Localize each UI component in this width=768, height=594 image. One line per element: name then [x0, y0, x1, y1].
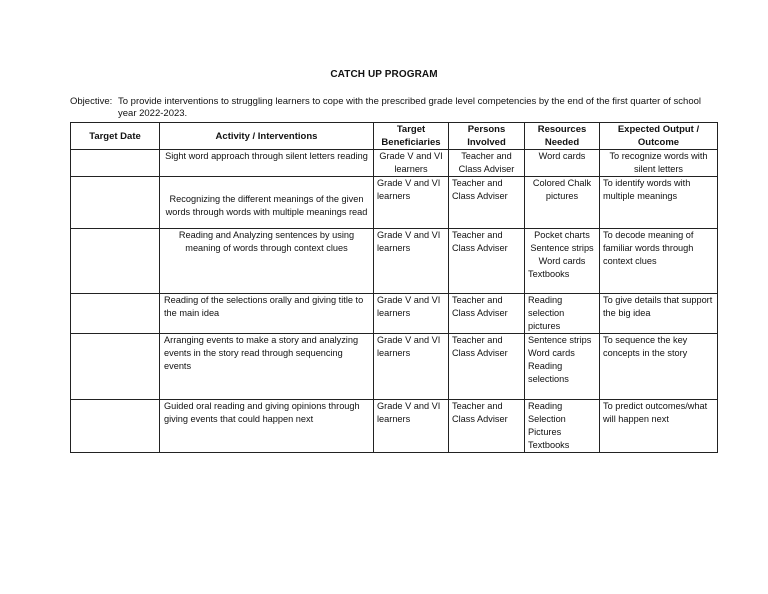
cell-beneficiaries: Grade V and VI learners: [374, 400, 449, 453]
cell-target-date: [71, 334, 160, 400]
document-title: CATCH UP PROGRAM: [330, 69, 438, 80]
cell-activity: Sight word approach through silent letters reading: [160, 150, 374, 177]
resource-item: Word cards: [538, 151, 586, 161]
cell-target-date: [71, 150, 160, 177]
cell-persons: Teacher and Class Adviser: [449, 150, 525, 177]
cell-resources: [525, 177, 600, 229]
objective-text: To provide interventions to struggling learners to cope with the prescribed grade level competencies by the end of the first quarter of school year 2022-2023.: [118, 96, 701, 119]
resource-item: Reading selection pictures: [528, 295, 565, 331]
header-beneficiaries-line1: Target: [396, 124, 426, 135]
resource-item: Word cards: [538, 256, 586, 266]
cell-activity: Recognizing the different meanings of the given words through words with multiple meanings read: [160, 177, 374, 229]
cell-output: To sequence the key concepts in the story: [600, 334, 718, 400]
resource-item: Pictures: [528, 427, 562, 437]
cell-output: To decode meaning of familiar words through context clues: [600, 229, 718, 294]
cell-persons: Teacher and Class Adviser: [449, 177, 525, 229]
cell-activity: Arranging events to make a story and analyzing events in the story read through sequencing events: [160, 334, 374, 400]
header-output-line1: Expected Output /: [617, 124, 700, 135]
cell-beneficiaries: Grade V and VI learners: [374, 294, 449, 334]
resource-item: Pocket charts: [534, 230, 590, 240]
cell-beneficiaries: Grade V and VI learners: [374, 334, 449, 400]
table-row: [71, 177, 718, 229]
cell-resources: [525, 334, 600, 400]
cell-output: To predict outcomes/what will happen next: [600, 400, 718, 453]
header-resources: [525, 123, 600, 150]
cell-target-date: [71, 294, 160, 334]
resource-item: Sentence strips: [528, 335, 592, 345]
cell-beneficiaries: Grade V and VI learners: [374, 229, 449, 294]
cell-persons: Teacher and Class Adviser: [449, 400, 525, 453]
resource-item: Textbooks: [528, 269, 570, 279]
resource-item: Word cards: [528, 348, 575, 358]
table-header-row: [71, 123, 718, 150]
header-output-line2: Outcome: [637, 137, 680, 148]
cell-resources: [525, 294, 600, 334]
table-row: [71, 229, 718, 294]
cell-resources: [525, 229, 600, 294]
catch-up-plan-table: [70, 122, 718, 453]
objective-statement: [70, 96, 720, 120]
resource-item: Colored Chalk pictures: [532, 178, 592, 201]
header-target-date: Target Date: [71, 123, 160, 150]
cell-activity: Reading of the selections orally and giving title to the main idea: [160, 294, 374, 334]
cell-output: To recognize words with silent letters: [600, 150, 718, 177]
table-row: [71, 150, 718, 177]
cell-activity: Reading and Analyzing sentences by using meaning of words through context clues: [160, 229, 374, 294]
header-activity: Activity / Interventions: [160, 123, 374, 150]
table-row: [71, 400, 718, 453]
objective-label: Objective:: [70, 96, 113, 107]
cell-output: To give details that support the big idea: [600, 294, 718, 334]
resource-item: Textbooks: [528, 440, 570, 450]
resource-item: Reading: [528, 401, 563, 411]
header-persons-line2: Involved: [467, 137, 506, 148]
table-row: [71, 294, 718, 334]
header-output: [600, 123, 718, 150]
header-persons-line1: Persons: [467, 124, 506, 135]
cell-activity: Guided oral reading and giving opinions through giving events that could happen next: [160, 400, 374, 453]
cell-persons: Teacher and Class Adviser: [449, 229, 525, 294]
header-beneficiaries-line2: Beneficiaries: [381, 137, 441, 148]
cell-beneficiaries: Grade V and VI learners: [374, 177, 449, 229]
cell-output: To identify words with multiple meanings: [600, 177, 718, 229]
cell-resources: [525, 150, 600, 177]
resource-item: Sentence strips: [530, 243, 594, 253]
cell-resources: [525, 400, 600, 453]
header-beneficiaries: [374, 123, 449, 150]
cell-beneficiaries: Grade V and VI learners: [374, 150, 449, 177]
resource-item: Reading selections: [528, 361, 569, 384]
cell-persons: Teacher and Class Adviser: [449, 294, 525, 334]
header-resources-line1: Resources: [537, 124, 587, 135]
header-persons: [449, 123, 525, 150]
table-row: [71, 334, 718, 400]
cell-target-date: [71, 177, 160, 229]
cell-persons: Teacher and Class Adviser: [449, 334, 525, 400]
cell-target-date: [71, 229, 160, 294]
resource-item: Selection: [528, 414, 566, 424]
header-resources-line2: Needed: [544, 137, 580, 148]
cell-target-date: [71, 400, 160, 453]
